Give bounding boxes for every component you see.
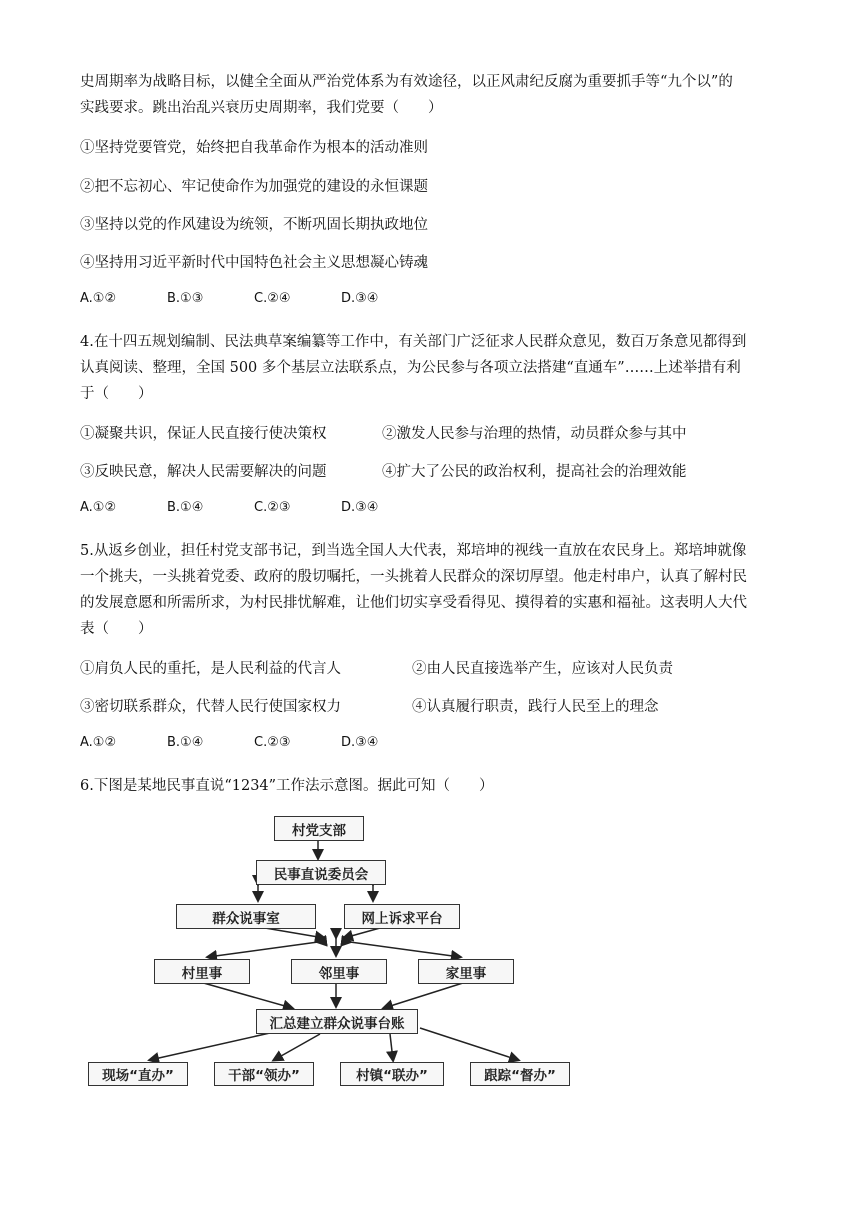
diagram-arrows <box>80 812 580 1092</box>
q3-choices <box>80 291 428 306</box>
q5-option-3: ③密切联系群众，代替人民行使国家权力 <box>80 699 341 715</box>
q3-choice-a[interactable]: A.①② <box>80 291 117 306</box>
q5-stem-line4: 表（ ） <box>80 621 153 637</box>
box-lead: 干部“领办” <box>214 1062 314 1086</box>
arrow-ledger-supervise <box>420 1028 518 1060</box>
q5-choice-b[interactable]: B.①④ <box>167 735 204 750</box>
q4-stem-line2: 认真阅读、整理，全国 500 多个基层立法联系点，为公民参与各项立法搭建“直通车”……上述举措有利 <box>80 360 741 376</box>
arrow-center-village <box>208 942 318 957</box>
q5-option-1: ①肩负人民的重托，是人民利益的代言人 <box>80 661 341 677</box>
q5-stem-line3: 的发展意愿和所需所求，为村民排忧解难，让他们切实享受看得见、摸得着的实惠和福祉。这表明人大代 <box>80 595 747 611</box>
q5-stem-line1: 5.从返乡创业，担任村党支部书记，到当选全国人大代表，郑培坤的视线一直放在农民身上。郑培坤就像 <box>80 543 747 559</box>
q5-option-2: ②由人民直接选举产生，应该对人民负责 <box>412 661 673 677</box>
arrow-platform-center <box>344 928 380 938</box>
q3-stem-line2: 实践要求。跳出治乱兴衰历史周期率，我们党要（ ） <box>80 100 443 116</box>
q4-choice-d[interactable]: D.③④ <box>341 500 379 515</box>
box-ledger: 汇总建立群众说事台账 <box>256 1009 418 1034</box>
q3-option-1: ①坚持党要管党，始终把自我革命作为根本的活动准则 <box>80 140 428 156</box>
q4-stem-line3: 于（ ） <box>80 386 153 402</box>
flow-diagram <box>80 812 580 1092</box>
box-supervise: 跟踪“督办” <box>470 1062 570 1086</box>
q4-option-4: ④扩大了公民的政治权利，提高社会的治理效能 <box>382 464 687 480</box>
q4-stem-line1: 4.在十四五规划编制、民法典草案编纂等工作中，有关部门广泛征求人民群众意见，数百万条意见都得到 <box>80 334 747 350</box>
q3-choice-d[interactable]: D.③④ <box>341 291 379 306</box>
q4-choice-a[interactable]: A.①② <box>80 500 117 515</box>
q3-option-4: ④坚持用习近平新时代中国特色社会主义思想凝心铸魂 <box>80 255 428 271</box>
box-party-branch: 村党支部 <box>274 816 364 841</box>
q3-choice-c[interactable]: C.②④ <box>254 291 291 306</box>
q3-option-2: ②把不忘初心、牢记使命作为加强党的建设的永恒课题 <box>80 179 428 195</box>
arrow-family-ledger <box>384 982 466 1008</box>
q4-choice-c[interactable]: C.②③ <box>254 500 291 515</box>
box-room: 群众说事室 <box>176 904 316 929</box>
arrow-village-ledger <box>200 982 292 1008</box>
q3-stem-line1: 史周期率为战略目标，以健全全面从严治党体系为有效途径，以正风肃纪反腐为重要抓手等“九个以”的 <box>80 74 733 90</box>
box-direct: 现场“直办” <box>88 1062 188 1086</box>
box-village-affairs: 村里事 <box>154 959 250 984</box>
arrow-ledger-joint <box>390 1034 393 1060</box>
q4-option-3: ③反映民意，解决人民需要解决的问题 <box>80 464 327 480</box>
q4-choice-b[interactable]: B.①④ <box>167 500 204 515</box>
q5-option-4: ④认真履行职责，践行人民至上的理念 <box>412 699 659 715</box>
q5-choice-a[interactable]: A.①② <box>80 735 117 750</box>
box-neighbor-affairs: 邻里事 <box>291 959 387 984</box>
q3-option-3: ③坚持以党的作风建设为统领，不断巩固长期执政地位 <box>80 217 428 233</box>
box-platform: 网上诉求平台 <box>344 904 460 929</box>
arrow-room-center <box>265 928 324 938</box>
arrow-ledger-lead <box>274 1034 320 1060</box>
q3-choice-b[interactable]: B.①③ <box>167 291 204 306</box>
box-family-affairs: 家里事 <box>418 959 514 984</box>
box-joint: 村镇“联办” <box>340 1062 444 1086</box>
box-committee: 民事直说委员会 <box>256 860 386 885</box>
q4-option-2: ②激发人民参与治理的热情，动员群众参与其中 <box>382 426 687 442</box>
q4-choices <box>80 500 428 515</box>
q5-choice-d[interactable]: D.③④ <box>341 735 379 750</box>
q6-stem: 6.下图是某地民事直说“1234”工作法示意图。据此可知（ ） <box>80 778 494 794</box>
q5-choices <box>80 735 428 750</box>
q5-choice-c[interactable]: C.②③ <box>254 735 291 750</box>
arrow-center-family <box>350 942 460 957</box>
q5-stem-line2: 一个挑夫，一头挑着党委、政府的殷切嘱托，一头挑着人民群众的深切厚望。他走村串户，认真了解村民 <box>80 569 747 585</box>
q4-option-1: ①凝聚共识，保证人民直接行使决策权 <box>80 426 327 442</box>
